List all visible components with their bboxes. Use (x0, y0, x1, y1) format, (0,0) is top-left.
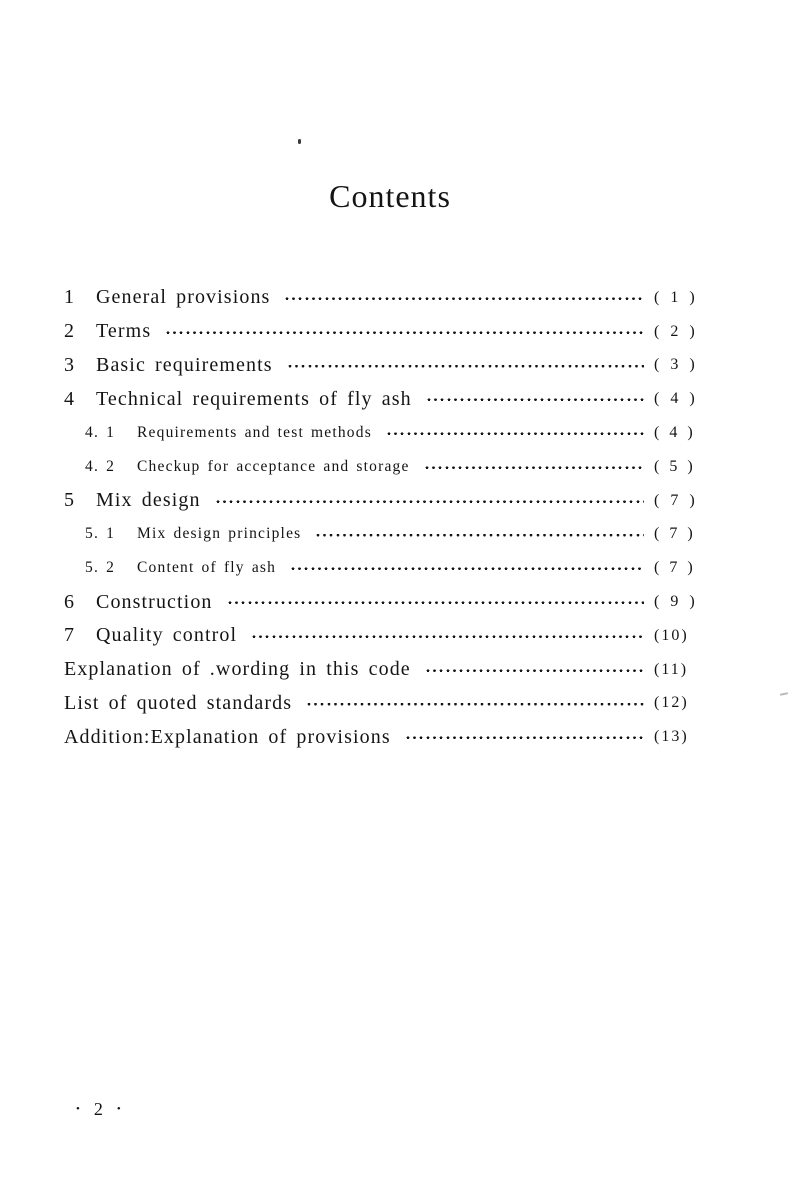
toc-row (64, 551, 712, 585)
dot-leader (284, 281, 644, 315)
toc-entry-label: Mix design principles (137, 525, 302, 543)
toc-entry-label: Technical requirements of fly ash (96, 387, 412, 410)
toc-row (64, 450, 712, 484)
toc-entry-label: Checkup for acceptance and storage (137, 457, 410, 475)
page-title: Contents (329, 178, 451, 214)
dot-leader (290, 551, 644, 585)
toc-row (64, 416, 712, 450)
toc-entry-page: ( 5 ) (654, 457, 695, 475)
toc-row (64, 653, 712, 687)
toc-entry-label: Mix design (96, 489, 201, 512)
toc-entry-label: Content of fly ash (137, 559, 277, 577)
toc-entry-page: ( 7 ) (654, 559, 695, 577)
toc-entry-label: Requirements and test methods (137, 424, 372, 442)
dot-leader (306, 687, 644, 721)
dot-leader (425, 653, 644, 687)
toc-entry-page: ( 4 ) (654, 424, 695, 442)
toc-entry-number: 3 (64, 353, 76, 376)
toc-entry-label: Explanation of .wording in this code (64, 658, 411, 681)
dot-leader (424, 450, 644, 484)
toc-entry-page: ( 1 ) (654, 288, 697, 306)
dot-leader (405, 720, 644, 754)
toc-entry-page: ( 4 ) (654, 390, 697, 408)
toc-entry-page: ( 3 ) (654, 356, 697, 374)
toc-row (64, 619, 712, 653)
toc-entry-number: 4. 1 (85, 424, 116, 442)
toc-entry-number: 4. 2 (85, 457, 116, 475)
table-of-contents (64, 281, 712, 754)
scan-artifact-tick (780, 692, 788, 696)
toc-row (64, 382, 712, 416)
toc-entry-page: (13) (654, 728, 689, 746)
toc-entry-page: (10) (654, 626, 689, 644)
toc-entry-label: Construction (96, 590, 213, 613)
toc-entry-page: (12) (654, 694, 689, 712)
toc-entry-number: 2 (64, 320, 76, 343)
toc-entry-number: 5 (64, 489, 76, 512)
toc-entry-page: ( 7 ) (654, 525, 695, 543)
dot-leader (287, 349, 644, 383)
dot-leader (251, 619, 644, 653)
toc-entry-number: 1 (64, 286, 76, 309)
toc-row (64, 315, 712, 349)
toc-row (64, 518, 712, 552)
toc-row (64, 720, 712, 754)
toc-entry-number: 5. 1 (85, 525, 116, 543)
toc-row (64, 585, 712, 619)
toc-entry-label: Terms (96, 320, 152, 343)
dot-leader (227, 585, 644, 619)
scan-artifact-mark (298, 139, 301, 144)
page-number-footer (76, 1099, 121, 1120)
toc-entry-label: List of quoted standards (64, 691, 293, 714)
dot-leader (165, 315, 644, 349)
toc-row (64, 349, 712, 383)
toc-entry-number: 4 (64, 387, 76, 410)
toc-row (64, 281, 712, 315)
toc-row (64, 687, 712, 721)
dot-leader (215, 484, 644, 518)
toc-entry-label: Quality control (96, 624, 238, 647)
footer-left-dot: • (76, 1103, 80, 1115)
dot-leader (315, 518, 644, 552)
toc-entry-page: ( 7 ) (654, 491, 697, 509)
toc-entry-label: Addition:Explanation of provisions (64, 725, 391, 748)
toc-entry-number: 7 (64, 624, 76, 647)
toc-entry-page: ( 2 ) (654, 322, 697, 340)
dot-leader (386, 416, 644, 450)
toc-row (64, 484, 712, 518)
toc-entry-number: 5. 2 (85, 559, 116, 577)
toc-entry-label: General provisions (96, 286, 271, 309)
toc-entry-label: Basic requirements (96, 353, 273, 376)
dot-leader (426, 382, 644, 416)
toc-entry-number: 6 (64, 590, 76, 613)
toc-entry-page: (11) (654, 660, 689, 678)
toc-entry-page: ( 9 ) (654, 593, 697, 611)
footer-right-dot: • (116, 1103, 121, 1115)
footer-page-number: 2 (93, 1099, 103, 1119)
